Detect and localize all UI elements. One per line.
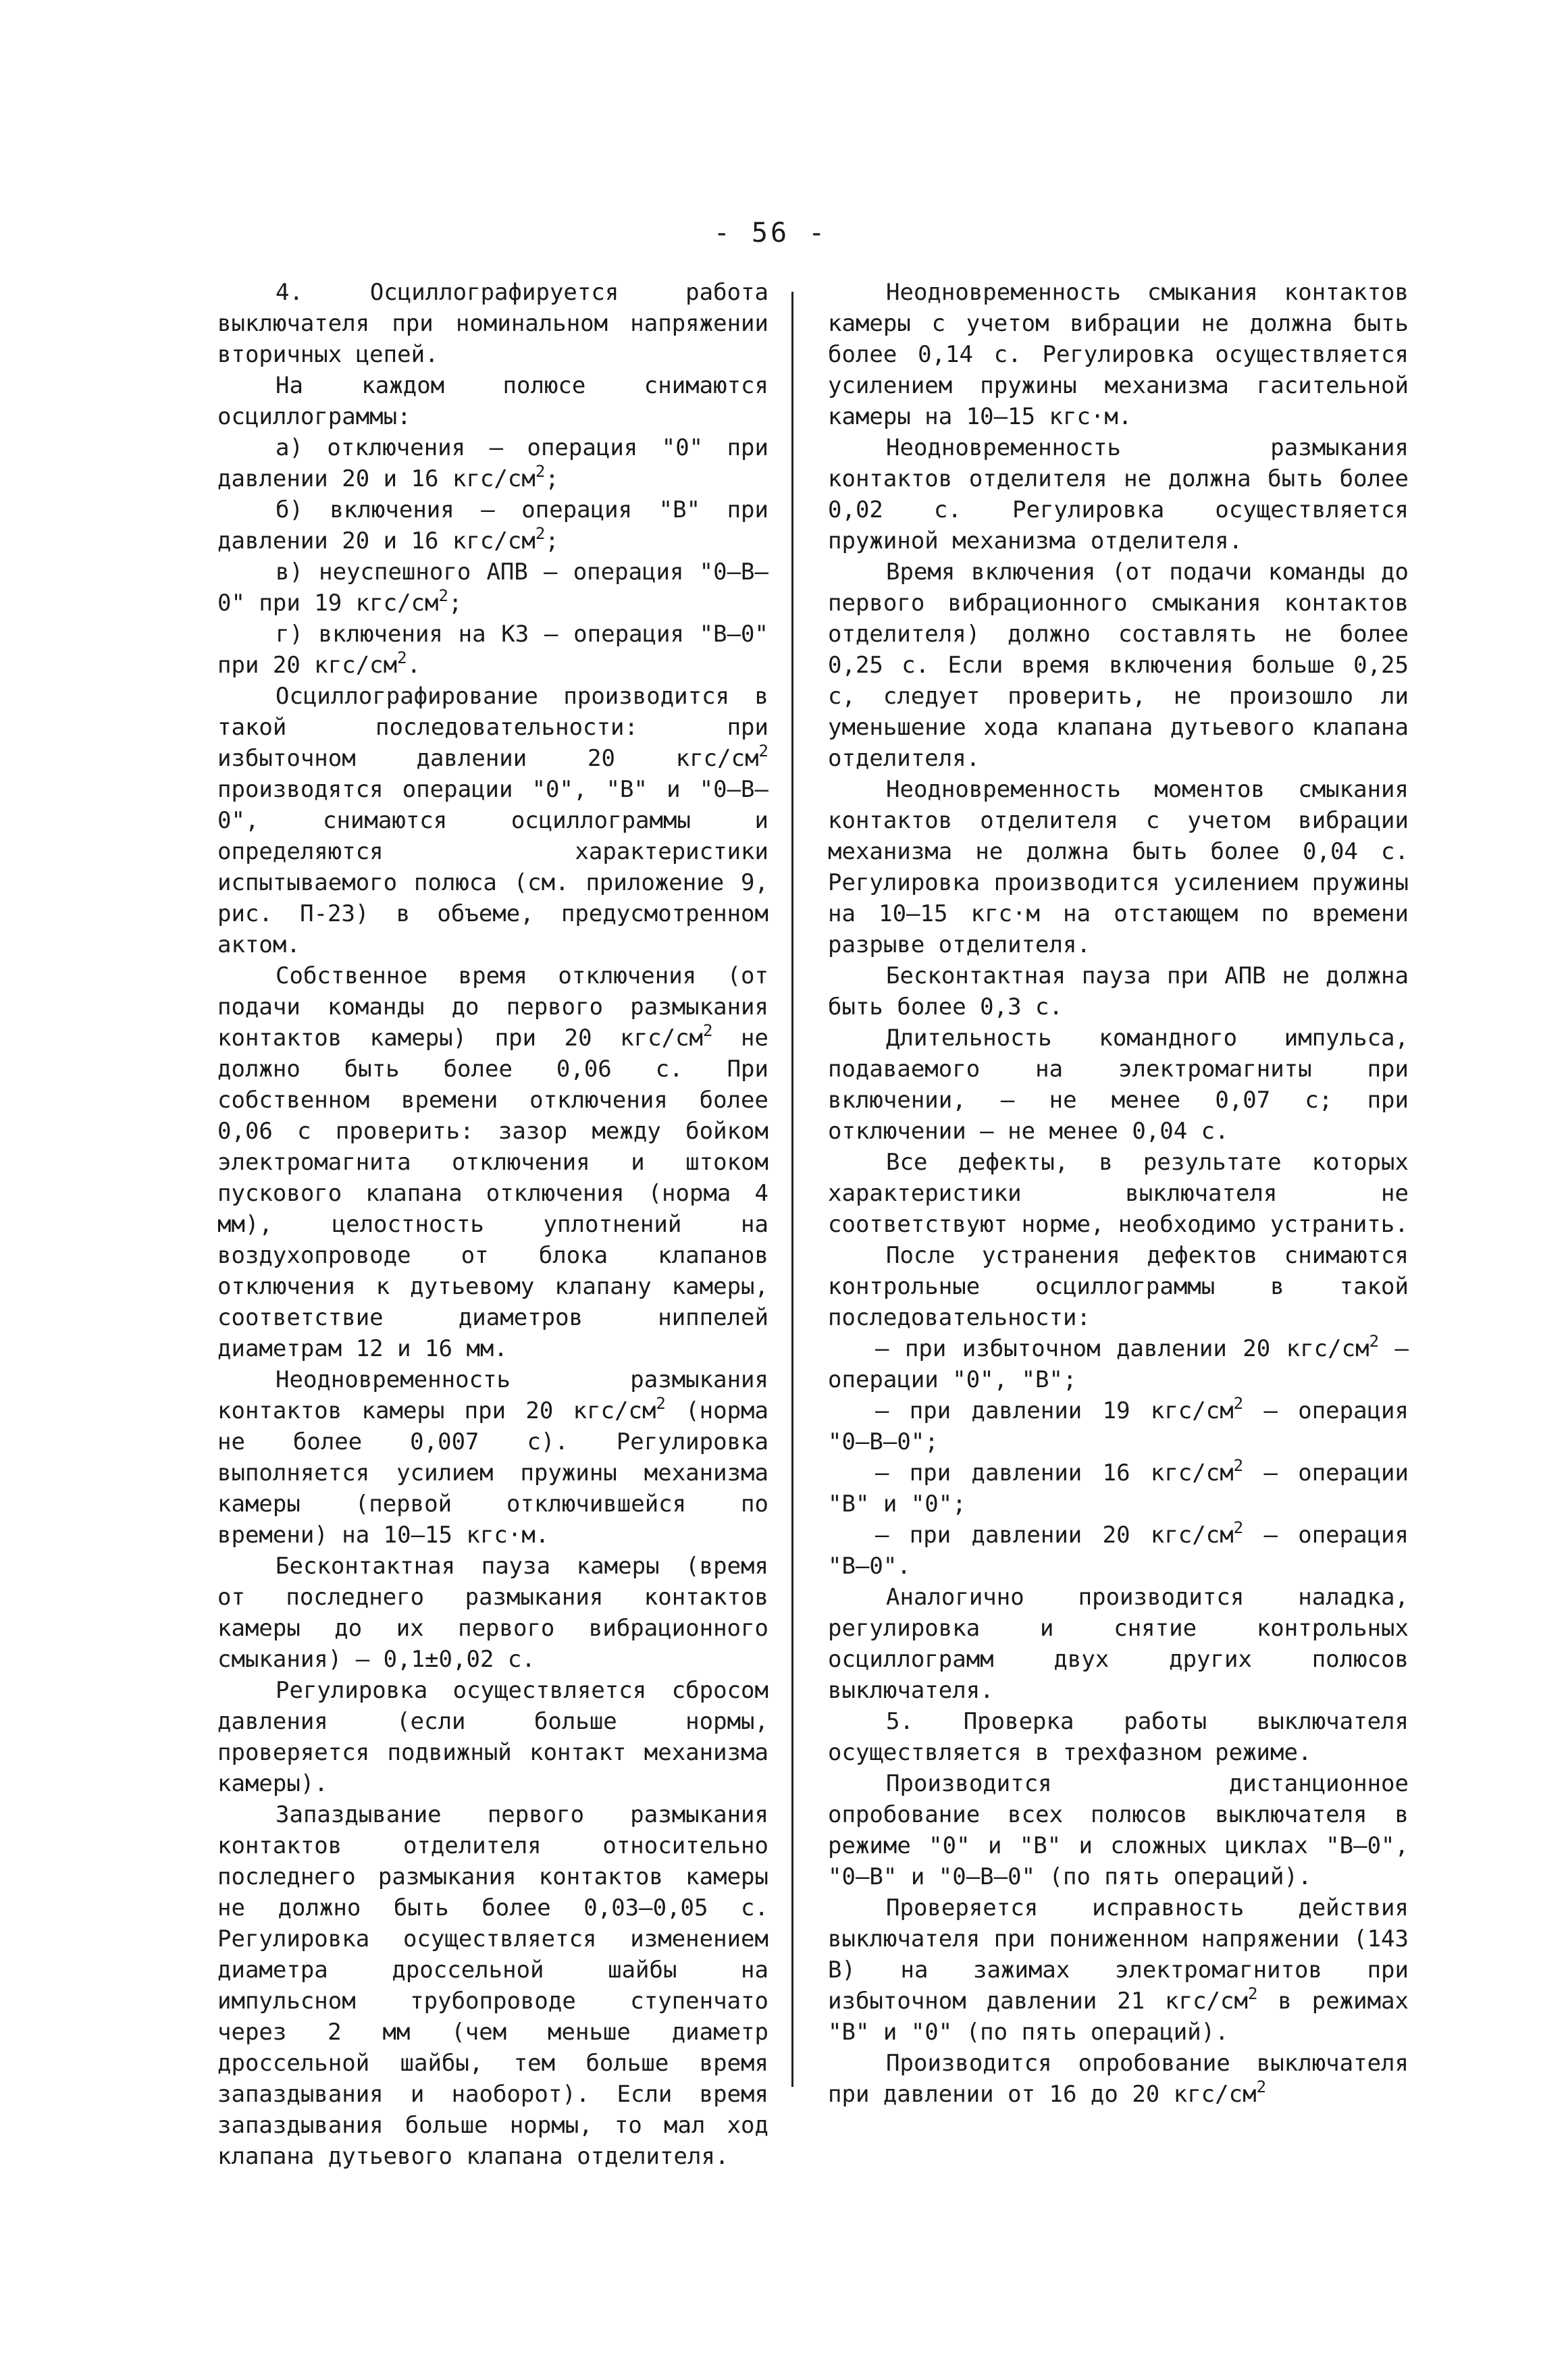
paragraph-r9a — [828, 1333, 1409, 1395]
paragraph-text-cont: производятся операции "0", "В" и "0–В–0", снимаются осциллограммы и определяются характеристики испытываемого полюса (см. приложение 9, рис. П-23) в объеме, предусмотренном актом. — [217, 776, 768, 958]
superscript: 2 — [656, 1394, 666, 1413]
paragraph-l3d — [217, 619, 768, 681]
paragraph-text-cont: ; — [448, 590, 463, 617]
paragraph-text-cont: ; — [545, 465, 559, 492]
paragraph-text: Длительность командного импульса, подаваемого на электромагниты при включении, — не менее 0,07 с; при отключении — не менее 0,04 с. — [828, 1025, 1409, 1145]
paragraph-r2 — [828, 432, 1409, 557]
paragraph-text: Неодновременность размыкания контактов отделителя не должна быть более 0,02 с. Регулировка осуществляется пружиной механизма отделителя. — [828, 434, 1409, 554]
paragraph-r9b — [828, 1395, 1409, 1457]
page-number: - 56 - — [713, 217, 828, 249]
paragraph-text: Производится дистанционное опробование всех полюсов выключателя в режиме "0" и "В" и сложных циклах "В–0", "0–В" и "0–В–0" (по пять операций). — [828, 1770, 1409, 1890]
paragraph-r7 — [828, 1147, 1409, 1240]
paragraph-text: – при избыточном давлении 20 кгс/см — [875, 1335, 1369, 1362]
paragraph-r12 — [828, 1768, 1409, 1892]
superscript: 2 — [1369, 1332, 1380, 1351]
paragraph-r9d — [828, 1520, 1409, 1582]
paragraph-l4 — [217, 681, 768, 960]
paragraph-l1 — [217, 277, 768, 370]
paragraph-text: Все дефекты, в результате которых характеристики выключателя не соответствуют норме, необходимо устранить. — [828, 1149, 1409, 1238]
right-column — [828, 277, 1409, 2110]
paragraph-r5 — [828, 960, 1409, 1023]
paragraph-text: 4. Осциллографируется работа выключателя при номинальном напряжении вторичных цепей. — [217, 279, 768, 368]
paragraph-text: г) включения на КЗ — операция "В–0" при 20 кгс/см — [217, 621, 768, 679]
paragraph-l3b — [217, 494, 768, 557]
paragraph-r11 — [828, 1706, 1409, 1768]
superscript: 2 — [758, 742, 768, 760]
paragraph-l3c — [217, 557, 768, 619]
paragraph-text: Собственное время отключения (от подачи команды до первого размыкания контактов камеры) при 20 кгс/см — [217, 962, 768, 1052]
paragraph-text: После устранения дефектов снимаются контрольные осциллограммы в такой последовательности: — [828, 1242, 1409, 1331]
superscript: 2 — [535, 524, 546, 543]
paragraph-text-cont: — операция "В–0". — [828, 1522, 1409, 1580]
paragraph-r4 — [828, 774, 1409, 960]
paragraph-text: б) включения — операция "В" при давлении 20 и 16 кгс/см — [217, 496, 768, 554]
paragraph-text: Регулировка осуществляется сбросом давления (если больше нормы, проверяется подвижный контакт механизма камеры). — [217, 1677, 768, 1797]
superscript: 2 — [1233, 1394, 1244, 1413]
superscript: 2 — [535, 462, 546, 481]
paragraph-r13 — [828, 1892, 1409, 2048]
paragraph-text-cont: — операции "В" и "0"; — [828, 1459, 1409, 1518]
paragraph-text: Неодновременность моментов смыкания контактов отделителя с учетом вибрации механизма не должна быть более 0,04 с. Регулировка производится усилением пружины на 10–15 кгс·м на отстающем по времени разрыве отделителя. — [828, 776, 1409, 958]
paragraph-text: Неодновременность размыкания контактов камеры при 20 кгс/см — [217, 1366, 768, 1424]
paragraph-text: Бесконтактная пауза при АПВ не должна быть более 0,3 с. — [828, 962, 1409, 1020]
paragraph-r10 — [828, 1582, 1409, 1706]
superscript: 2 — [1256, 2077, 1267, 2096]
paragraph-r9c — [828, 1457, 1409, 1520]
paragraph-text-cont: – операция "0–В–0"; — [828, 1397, 1409, 1455]
paragraph-text-cont: не должно быть более 0,06 с. При собственном времени отключения более 0,06 с проверить: зазор между бойком электромагнита отключения и штоком пускового клапана отключения (норма 4 мм), целостность уплотнений на воздухопроводе от блока клапанов отключения к дутьевому клапану камеры, соответствие диаметров ниппелей диаметрам 12 и 16 мм. — [217, 1025, 768, 1362]
paragraph-text: Запаздывание первого размыкания контактов отделителя относительно последнего размыкания контактов камеры не должно быть более 0,03–0,05 с. Регулировка осуществляется изменением диаметра дроссельной шайбы на импульсном трубопроводе ступенчато через 2 мм (чем меньше диаметр дроссельной шайбы, тем больше время запаздывания и наоборот). Если время запаздывания больше нормы, то мал ход клапана дутьевого клапана отделителя. — [217, 1801, 768, 2170]
paragraph-text: Осциллографирование производится в такой последовательности: при избыточном давлении 20 кгс/см — [217, 683, 768, 772]
paragraph-text: в) неуспешного АПВ — операция "0–В–0" при 19 кгс/см — [217, 559, 768, 617]
paragraph-r1 — [828, 277, 1409, 432]
paragraph-text-cont: (норма не более 0,007 с). Регулировка выполняется усилием пружины механизма камеры (первой отключившейся по времени) на 10–15 кгс·м. — [217, 1397, 768, 1549]
superscript: 2 — [1247, 1984, 1258, 2003]
paragraph-text-cont: в режимах "В" и "0" (по пять операций). — [828, 1988, 1409, 2046]
paragraph-text-cont: ; — [545, 527, 559, 554]
paragraph-text: Неодновременность смыкания контактов камеры с учетом вибрации не должна быть более 0,14 с. Регулировка осуществляется усилением пружины механизма гасительной камеры на 10–15 кгс·м. — [828, 279, 1409, 430]
paragraph-text: На каждом полюсе снимаются осциллограммы: — [217, 372, 768, 430]
paragraph-text: Аналогично производится наладка, регулировка и снятие контрольных осциллограмм двух других полюсов выключателя. — [828, 1584, 1409, 1704]
paragraph-text: – при давлении 19 кгс/см — [875, 1397, 1234, 1424]
paragraph-r3 — [828, 557, 1409, 774]
left-column — [217, 277, 768, 2172]
paragraph-text: Проверяется исправность действия выключателя при пониженном напряжении (143 В) на зажимах электромагнитов при избыточном давлении 21 кгс/см — [828, 1894, 1409, 2015]
paragraph-l8 — [217, 1675, 768, 1799]
superscript: 2 — [438, 586, 448, 605]
paragraph-text: – при давлении 16 кгс/см — [875, 1459, 1234, 1486]
paragraph-l5 — [217, 960, 768, 1364]
paragraph-r14 — [828, 2048, 1409, 2110]
paragraph-r6 — [828, 1023, 1409, 1147]
paragraph-text: – при давлении 20 кгс/см — [875, 1522, 1234, 1549]
superscript: 2 — [397, 648, 407, 667]
paragraph-text: а) отключения — операция "0" при давлении 20 и 16 кгс/см — [217, 434, 768, 492]
superscript: 2 — [1233, 1518, 1244, 1537]
paragraph-l9 — [217, 1799, 768, 2172]
column-divider — [791, 292, 793, 2087]
superscript: 2 — [703, 1021, 713, 1040]
paragraph-text-cont: . — [407, 652, 421, 679]
superscript: 2 — [1233, 1456, 1244, 1475]
paragraph-text: Бесконтактная пауза камеры (время от последнего размыкания контактов камеры до их первого вибрационного смыкания) — 0,1±0,02 с. — [217, 1553, 768, 1673]
paragraph-text: 5. Проверка работы выключателя осуществляется в трехфазном режиме. — [828, 1708, 1409, 1766]
paragraph-l7 — [217, 1551, 768, 1675]
paragraph-r8 — [828, 1240, 1409, 1333]
paragraph-l6 — [217, 1364, 768, 1551]
paragraph-l3a — [217, 432, 768, 494]
paragraph-text-cont: – операции "0", "В"; — [828, 1335, 1409, 1393]
paragraph-l2 — [217, 370, 768, 432]
paragraph-text: Производится опробование выключателя при давлении от 16 до 20 кгс/см — [828, 2050, 1409, 2108]
paragraph-text: Время включения (от подачи команды до первого вибрационного смыкания контактов отделителя) должно составлять не более 0,25 с. Если время включения больше 0,25 с, следует проверить, не произошло ли уменьшение хода клапана дутьевого клапана отделителя. — [828, 559, 1409, 772]
